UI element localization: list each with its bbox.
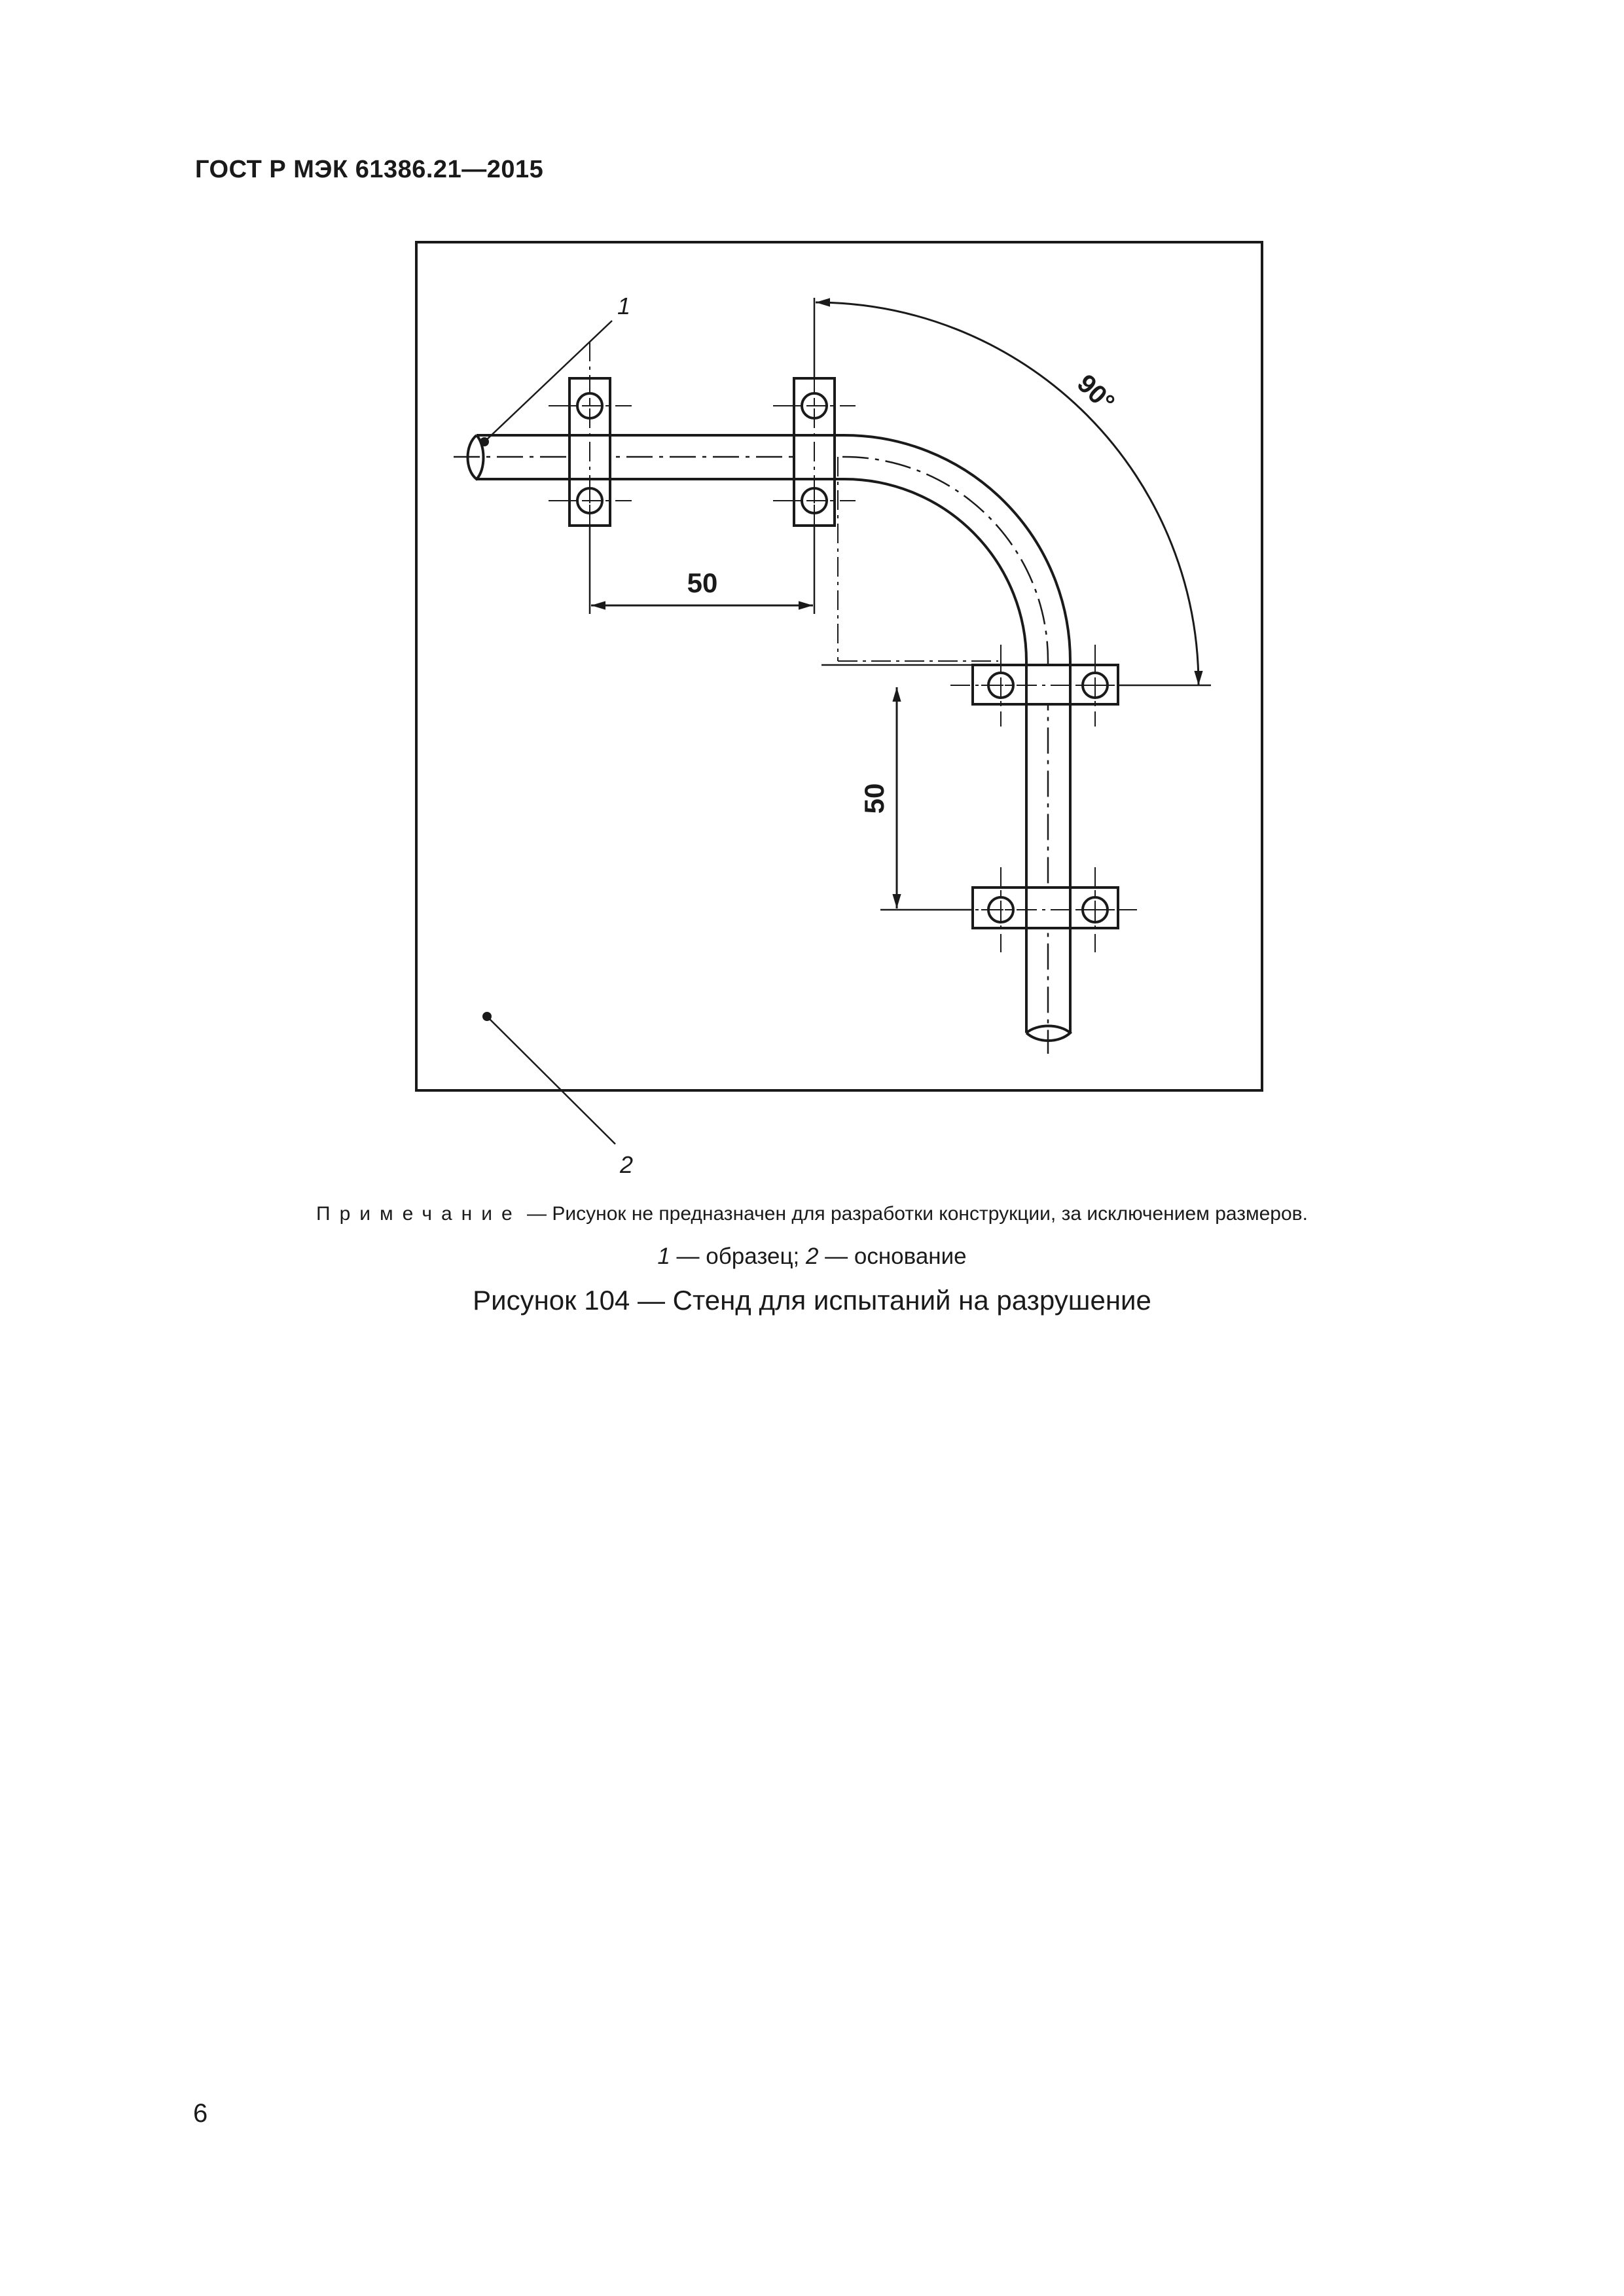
legend-item-1-number: 1 [657,1244,670,1269]
hole-centre-marks [570,386,1115,929]
callout-2-label: 2 [620,1151,634,1178]
callout-dot-1 [480,437,489,446]
note-text: — Рисунок не предназначен для разработки конструкции, за исключением размеров. [527,1203,1308,1225]
screw-holes [577,393,1108,922]
legend-item-2-number: 2 [805,1244,819,1269]
callout-dot-2 [482,1012,492,1021]
angle-arc [816,302,1199,685]
dimension-vertical-label: 50 [859,783,890,814]
sample-conduit [468,435,1071,1041]
figure-note [0,1203,1624,1225]
angle-label: 90° [1071,368,1121,418]
clamp-centre-lines [549,342,1140,952]
figure-caption: Рисунок 104 — Стенд для испытаний на разрушение [473,1285,1151,1316]
centre-line [454,457,1048,1054]
dimension-horizontal-label: 50 [687,567,718,598]
figure-legend [0,1244,1624,1270]
legend-item-1-text: — образец; [676,1244,800,1269]
clamp-blocks [569,378,1118,928]
leader-2 [487,1016,615,1144]
base-plate [416,242,1262,1090]
legend-item-2-text: — основание [825,1244,967,1269]
callout-1-label: 1 [617,293,631,319]
document-header: ГОСТ Р МЭК 61386.21—2015 [195,156,544,183]
extension-lines [590,298,1211,910]
page-number: 6 [193,2099,208,2128]
note-label: Примечание [316,1203,522,1225]
